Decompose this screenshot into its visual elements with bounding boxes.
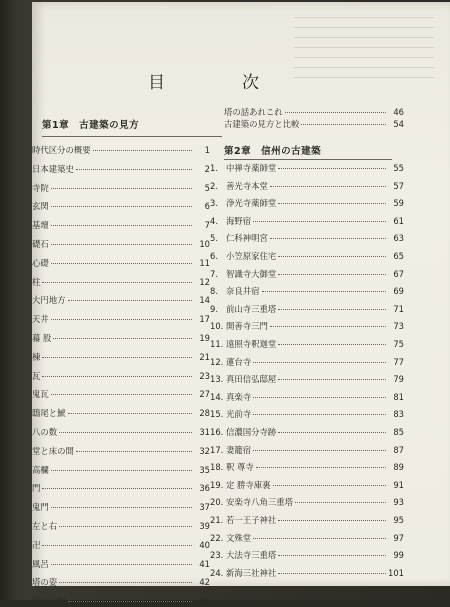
leader-dots	[59, 424, 192, 433]
leader-dots	[42, 274, 192, 283]
toc-entry	[32, 351, 210, 363]
toc-entry	[32, 370, 210, 382]
toc-entry-page: 85	[393, 427, 404, 437]
toc-entry-label: 海野宿	[226, 215, 252, 226]
toc-entry	[32, 163, 210, 175]
toc-entry-page: 69	[393, 286, 404, 297]
toc-entry-label: 礎石	[32, 239, 49, 249]
toc-entry-page: 73	[393, 321, 404, 332]
toc-entry-page: 5	[204, 182, 210, 193]
leader-dots	[51, 462, 192, 471]
toc-entry-page: 99	[393, 550, 404, 561]
toc-entry-page: 36	[199, 483, 210, 494]
toc-entry	[32, 257, 210, 269]
toc-entry-label: 基壇	[32, 220, 49, 231]
toc-entry-label: 左と右	[32, 521, 58, 531]
leader-dots	[93, 142, 192, 151]
toc-entry-label: 塔の話あれこれ	[224, 107, 283, 117]
toc-entry	[32, 219, 210, 231]
leader-dots	[273, 477, 386, 486]
toc-entry-label: 鴟尾と鯱	[32, 408, 66, 419]
toc-entry-page: 2	[204, 163, 210, 174]
toc-title-right: 次	[242, 73, 261, 93]
toc-entry-page: 63	[393, 233, 404, 244]
toc-entry	[210, 479, 404, 491]
toc-entry	[210, 268, 404, 280]
toc-entry-number: 16.	[210, 427, 224, 437]
leader-dots	[253, 406, 386, 415]
leader-dots	[278, 266, 386, 275]
leader-dots	[68, 292, 193, 301]
leader-dots	[42, 368, 192, 377]
toc-entry-number: 3.	[210, 198, 218, 209]
toc-entry	[210, 250, 404, 262]
toc-entry-label: 若一王子神社	[226, 515, 277, 525]
toc-entry-number: 5.	[210, 233, 218, 244]
leader-dots	[253, 354, 386, 363]
toc-entry	[210, 408, 404, 420]
leader-dots	[278, 160, 386, 169]
toc-entry	[210, 320, 404, 332]
toc-entry-number: 23.	[210, 550, 224, 561]
chapter2-heading: 第2章 信州の古建築	[224, 146, 322, 157]
toc-entry-page: 57	[393, 180, 404, 191]
toc-entry-page: 55	[393, 163, 404, 173]
leader-dots	[270, 178, 386, 187]
toc-entry-number: 19.	[210, 479, 224, 490]
toc-entry-number: 9.	[210, 303, 218, 314]
toc-entry-page: 32	[199, 445, 210, 456]
toc-entry-label: 真楽寺	[226, 391, 252, 402]
toc-entry-number: 7.	[210, 268, 218, 279]
toc-entry-label: 妻籠宿	[226, 444, 252, 455]
leader-dots	[278, 424, 386, 433]
toc-entry-number: 4.	[210, 215, 218, 226]
toc-entry-page: 40	[199, 539, 210, 550]
toc-entry-label: 浄光寺薬師堂	[226, 198, 277, 209]
leader-dots	[301, 116, 386, 125]
toc-entry-page: 91	[393, 479, 404, 490]
leader-dots	[253, 213, 386, 222]
toc-entry-page: 71	[393, 303, 404, 314]
toc-entry-label: 鬼門	[32, 502, 49, 513]
toc-entry-number: 18.	[210, 462, 224, 473]
leader-dots	[76, 443, 192, 452]
toc-entry-label: 大円地方	[32, 295, 66, 306]
toc-entry-label: 堂と床の間	[32, 445, 74, 456]
leader-dots	[253, 530, 386, 539]
toc-entry-page: 11	[199, 257, 210, 268]
toc-entry-page: 17	[199, 314, 210, 325]
toc-entry-page: 75	[393, 339, 404, 349]
leader-dots	[278, 336, 386, 345]
toc-entry	[32, 388, 210, 400]
toc-entry-number: 10.	[210, 321, 224, 332]
leader-dots	[278, 195, 386, 204]
toc-entry-number: 14.	[210, 391, 224, 402]
toc-entry	[32, 313, 210, 325]
leader-dots	[278, 248, 386, 257]
toc-entry	[32, 482, 210, 494]
toc-entry	[210, 461, 404, 473]
toc-entry-page: 37	[199, 502, 210, 513]
toc-entry	[32, 182, 210, 194]
toc-entry-label: 玄関	[32, 201, 49, 212]
leader-dots	[42, 480, 192, 489]
toc-entry	[210, 356, 404, 368]
leader-dots	[278, 565, 386, 574]
toc-entry-label: 心礎	[32, 257, 49, 268]
toc-entry-page: 83	[393, 409, 404, 420]
leader-dots	[253, 442, 386, 451]
leader-dots	[68, 405, 193, 414]
toc-entry-page: 6	[204, 201, 210, 212]
leader-dots	[51, 556, 192, 565]
toc-entry-page: 12	[199, 276, 210, 287]
toc-entry	[32, 407, 210, 419]
toc-entry-label: 開善寺三門	[226, 321, 268, 332]
toc-entry-number: 1.	[210, 163, 218, 173]
toc-entry-label: 奈良井宿	[226, 286, 260, 297]
toc-entry-label: 寺院	[32, 182, 49, 193]
leader-dots	[42, 349, 192, 358]
toc-entry-page: 7	[204, 220, 210, 231]
chapter1-heading: 第1章 古建築の見方	[42, 120, 140, 131]
leader-dots	[51, 236, 192, 245]
leader-dots	[51, 386, 192, 395]
leader-dots	[68, 593, 193, 602]
toc-entry	[210, 373, 404, 385]
toc-entry-label: 柱	[32, 276, 41, 287]
toc-entry-label: 古建築の見方と比較	[224, 119, 300, 129]
toc-entry-label: 信濃国分寺跡	[226, 427, 277, 437]
leader-dots	[285, 104, 386, 113]
toc-entry	[210, 532, 404, 544]
toc-entry	[32, 520, 210, 532]
toc-entry-page: 89	[393, 462, 404, 473]
leader-dots	[51, 311, 192, 320]
leader-dots	[278, 371, 386, 380]
toc-entry-label: 瓦	[32, 370, 41, 381]
toc-entry-label: 蟇 股	[32, 333, 52, 343]
leader-dots	[59, 518, 192, 527]
toc-entry-page: 79	[393, 374, 404, 385]
leader-dots	[51, 255, 192, 264]
toc-entry	[32, 426, 210, 438]
toc-entry-label: 新海三社神社	[226, 567, 277, 578]
toc-entry	[210, 444, 404, 456]
toc-entry	[32, 595, 210, 607]
toc-entry-number: 24.	[210, 567, 224, 578]
toc-entry	[32, 200, 210, 212]
toc-entry-label: 仁科神明宮	[226, 233, 268, 244]
toc-entry	[210, 285, 404, 297]
toc-entry-page: 14	[199, 295, 210, 306]
toc-entry	[32, 294, 210, 306]
toc-entry-page: 31	[199, 427, 210, 437]
toc-entry-number: 20.	[210, 497, 224, 508]
toc-entry-label: 小笠原家住宅	[226, 251, 277, 261]
reverse-page-bleed	[294, 8, 434, 88]
toc-entry	[32, 558, 210, 570]
toc-entry	[32, 332, 210, 344]
toc-entry-number: 12.	[210, 356, 224, 367]
toc-entry	[210, 232, 404, 244]
toc-entry-page: 42	[199, 577, 210, 588]
toc-entry	[32, 238, 210, 250]
toc-entry-label: 塔の姿	[32, 577, 58, 588]
book-page	[32, 2, 450, 607]
chapter1-rule	[42, 136, 222, 137]
leader-dots	[270, 230, 386, 239]
toc-entry-page: 23	[199, 370, 210, 381]
toc-entry	[210, 567, 404, 579]
toc-entry-page: 35	[199, 464, 210, 475]
leader-dots	[262, 283, 387, 292]
toc-entry-label: 蓮台寺	[226, 356, 252, 367]
leader-dots	[270, 318, 386, 327]
toc-entry-label: 釈 尊寺	[226, 462, 254, 473]
toc-entry-label: 塔の正面	[32, 596, 66, 607]
toc-entry-number: 17.	[210, 444, 224, 455]
toc-entry-label: 時代区分の概要	[32, 145, 91, 155]
toc-entry-label: 前山寺三重塔	[226, 303, 277, 314]
toc-entry	[32, 464, 210, 476]
toc-entry-page: 81	[393, 391, 404, 402]
toc-entry	[224, 118, 404, 130]
toc-entry	[210, 197, 404, 209]
toc-entry	[32, 501, 210, 513]
leader-dots	[51, 499, 192, 508]
toc-entry-number: 21.	[210, 515, 224, 525]
toc-entry	[32, 144, 210, 156]
toc-entry-page: 27	[199, 389, 210, 400]
toc-entry-page: 65	[393, 251, 404, 261]
toc-entry	[32, 539, 210, 551]
toc-entry-number: 8.	[210, 286, 218, 297]
toc-entry-label: 善光寺本堂	[226, 180, 268, 191]
toc-title-left: 目	[148, 73, 167, 93]
toc-entry	[32, 445, 210, 457]
toc-entry-label: 光前寺	[226, 409, 252, 420]
toc-entry-label: 智識寺大御堂	[226, 268, 277, 279]
toc-entry	[210, 180, 404, 192]
toc-entry-label: 卍	[32, 539, 41, 550]
toc-entry	[210, 391, 404, 403]
leader-dots	[59, 574, 192, 583]
toc-entry-page: 54	[393, 119, 404, 129]
toc-entry-page: 41	[199, 558, 210, 569]
toc-entry-page: 59	[393, 198, 404, 209]
toc-entry	[210, 338, 404, 350]
toc-entry-page: 28	[199, 408, 210, 419]
toc-entry-label: 八の数	[32, 427, 58, 437]
toc-entry-page: 39	[199, 521, 210, 531]
leader-dots	[51, 198, 192, 207]
toc-entry-number: 15.	[210, 409, 224, 420]
leader-dots	[51, 180, 192, 189]
toc-entry-label: 大法寺三重塔	[226, 550, 277, 561]
toc-entry	[210, 426, 404, 438]
toc-entry-label: 中禅寺薬師堂	[226, 163, 277, 173]
toc-entry-label: 風呂	[32, 558, 49, 569]
leader-dots	[76, 161, 192, 170]
toc-entry-page: 21	[199, 351, 210, 362]
toc-entry-page: 1	[204, 145, 210, 155]
leader-dots	[295, 494, 386, 503]
toc-entry-number: 6.	[210, 251, 218, 261]
leader-dots	[278, 547, 386, 556]
toc-entry-number: 13.	[210, 374, 224, 385]
toc-entry-page: 46	[199, 596, 210, 607]
leader-dots	[278, 301, 386, 310]
toc-entry-label: 文殊堂	[226, 532, 252, 543]
toc-entry-page: 93	[393, 497, 404, 508]
toc-entry-number: 22.	[210, 532, 224, 543]
toc-entry-label: 定 勝寺庫裏	[226, 479, 271, 490]
toc-entry-page: 19	[199, 333, 210, 343]
toc-entry	[32, 576, 210, 588]
toc-entry-label: 天井	[32, 314, 49, 325]
toc-entry-number: 11.	[210, 339, 224, 349]
toc-entry-number: 2.	[210, 180, 218, 191]
toc-entry-label: 安楽寺八角三重塔	[226, 497, 293, 508]
toc-entry	[210, 514, 404, 526]
toc-entry-label: 棟	[32, 351, 41, 362]
toc-entry-page: 77	[393, 356, 404, 367]
leader-dots	[42, 537, 192, 546]
toc-entry	[210, 215, 404, 227]
toc-entry-page: 101	[388, 567, 404, 578]
toc-entry	[210, 496, 404, 508]
toc-entry-label: 真田信弘邸屋	[226, 374, 277, 385]
toc-entry-label: 門	[32, 483, 41, 494]
toc-entry-page: 10	[199, 239, 210, 249]
leader-dots	[253, 389, 386, 398]
toc-entry-page: 95	[393, 515, 404, 525]
toc-entry	[210, 303, 404, 315]
toc-entry-page: 46	[393, 107, 404, 117]
leader-dots	[53, 330, 192, 339]
toc-entry	[210, 549, 404, 561]
toc-entry-page: 67	[393, 268, 404, 279]
leader-dots	[51, 217, 192, 226]
toc-entry-page: 87	[393, 444, 404, 455]
toc-entry-label: 鬼瓦	[32, 389, 49, 400]
leader-dots	[256, 459, 386, 468]
toc-entry-page: 61	[393, 215, 404, 226]
toc-entry	[210, 162, 404, 174]
toc-entry-label: 高欄	[32, 464, 49, 475]
leader-dots	[278, 512, 386, 521]
toc-entry-label: 日本建築史	[32, 163, 74, 174]
toc-entry-label: 遠照寺釈迦堂	[226, 339, 277, 349]
toc-entry-page: 97	[393, 532, 404, 543]
toc-entry	[32, 276, 210, 288]
